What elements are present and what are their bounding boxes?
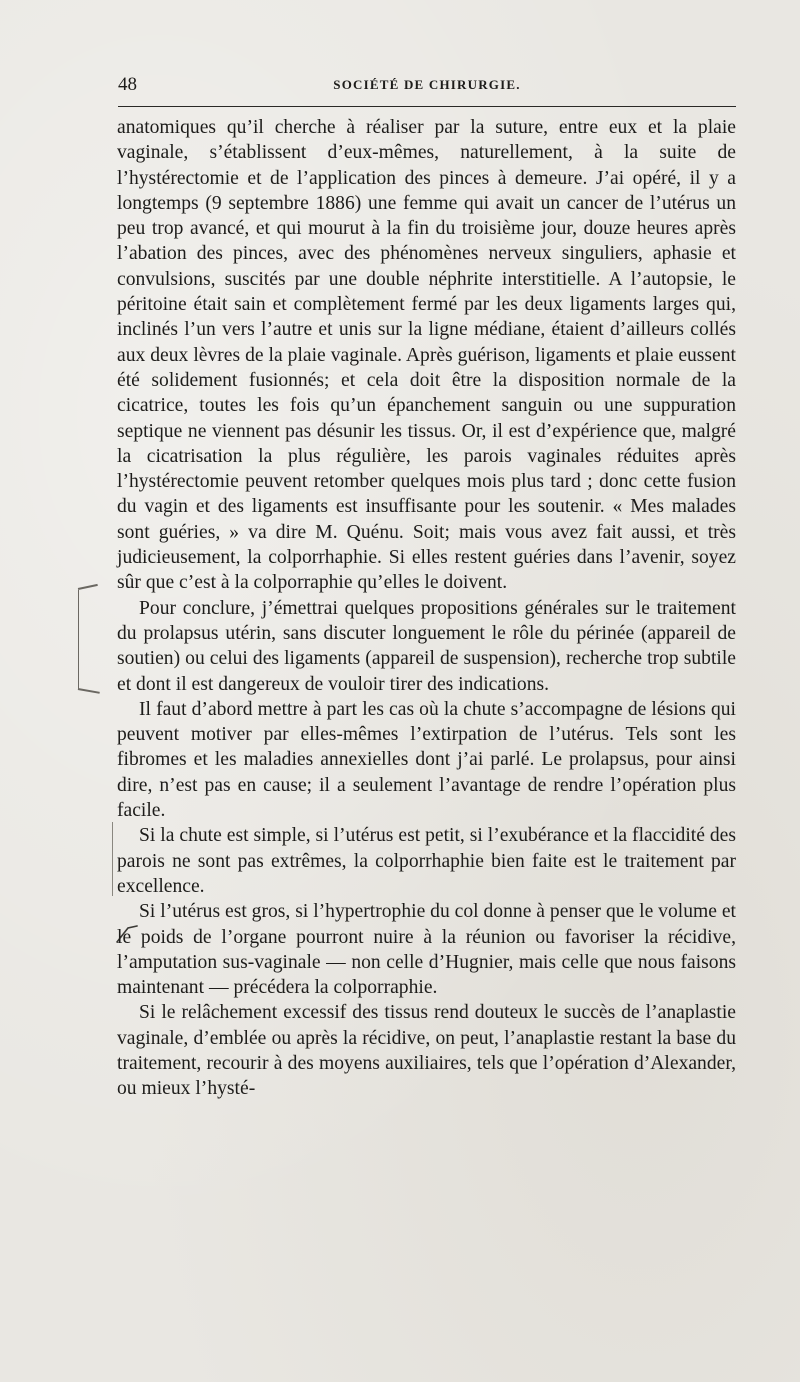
running-title: SOCIÉTÉ DE CHIRURGIE. — [333, 77, 521, 92]
pencil-bracket-vertical-mark — [78, 590, 79, 690]
running-head — [118, 74, 736, 100]
paragraph-2: Pour conclure, j’émettrai quelques propositions générales sur le traitement du prolapsus utérin, sans discuter longuement le rôle du périnée (appareil de soutien) ou celui des ligaments (appareil de suspension), recherche trop subtile et dont il est dangereux de vouloir tirer des indications. — [117, 597, 736, 695]
paragraph-1: anatomiques qu’il cherche à réaliser par la suture, entre eux et la plaie vaginale, s’établissent d’eux-mêmes, naturellement, à la suite de l’hystérectomie et de l’application des pinces à demeure. J’ai opéré, il y a longtemps (9 septembre 1886) une femme qui avait un cancer de l’utérus un peu trop avancé, et qui mourut à la fin du troisième jour, douze heures après l’abation des pinces, avec des phénomènes nerveux singuliers, aphasie et convulsions, suscités par une double néphrite interstitielle. A l’autopsie, le péritoine était sain et complètement fermé par les deux ligaments larges qui, inclinés l’un vers l’autre et unis sur la ligne médiane, étaient d’ailleurs collés aux deux lèvres de la plaie vaginale. Après guérison, ligaments et plaie eussent été solidement fusionnés; et cela doit être la disposition normale de la cicatrice, toutes les fois qu’un épanchement sanguin ou une suppuration septique ne viennent pas désunir les tissus. Or, il est d’expérience que, malgré la cicatrisation la plus régulière, les parois vaginales réduites après l’hystérectomie peuvent retomber quelques mois plus tard ; donc cette fusion du vagin et des ligaments est insuffisante pour les soutenir. « Mes malades sont guéries, » va dire M. Quénu. Soit; mais vous avez fait aussi, et très judicieusement, la colporrhaphie. Si elles restent guéries dans l’avenir, soyez sûr que c’est à la colporraphie qu’elles le doivent. — [117, 117, 736, 594]
page-number: 48 — [118, 74, 137, 95]
pencil-bracket-top-mark — [78, 584, 98, 590]
paragraph-4: Si la chute est simple, si l’utérus est petit, si l’exubérance et la flaccidité des parois ne sont pas extrêmes, la colporrhaphie bien faite est le traitement par excellence. — [117, 825, 736, 897]
pencil-bracket-bottom-mark — [78, 688, 100, 693]
body-text — [117, 115, 736, 1102]
pencil-margin-line — [112, 822, 113, 896]
paragraph-6: Si le relâchement excessif des tissus rend douteux le succès de l’anaplastie vaginale, d’emblée ou après la récidive, on peut, l’anaplastie restant la base du traitement, recourir à des moyens auxiliaires, tels que l’opération d’Alexander, ou mieux l’hysté- — [117, 1002, 736, 1100]
paragraph-5: Si l’utérus est gros, si l’hypertrophie du col donne à penser que le volume et le poids de l’organe pourront nuire à la réunion ou favoriser la récidive, l’amputation sus-vaginale — non celle d’Hugnier, mais celle que nous faisons maintenant — précédera la colporraphie. — [117, 901, 736, 999]
header-rule — [118, 106, 736, 107]
paragraph-3: Il faut d’abord mettre à part les cas où la chute s’accompagne de lésions qui peuvent motiver par elles-mêmes l’extirpation de l’utérus. Tels sont les fibromes et les maladies annexielles dont j’ai parlé. Le prolapsus, pour ainsi dire, n’est pas en cause; il a seulement l’avantage de rendre l’opération plus facile. — [117, 698, 736, 822]
